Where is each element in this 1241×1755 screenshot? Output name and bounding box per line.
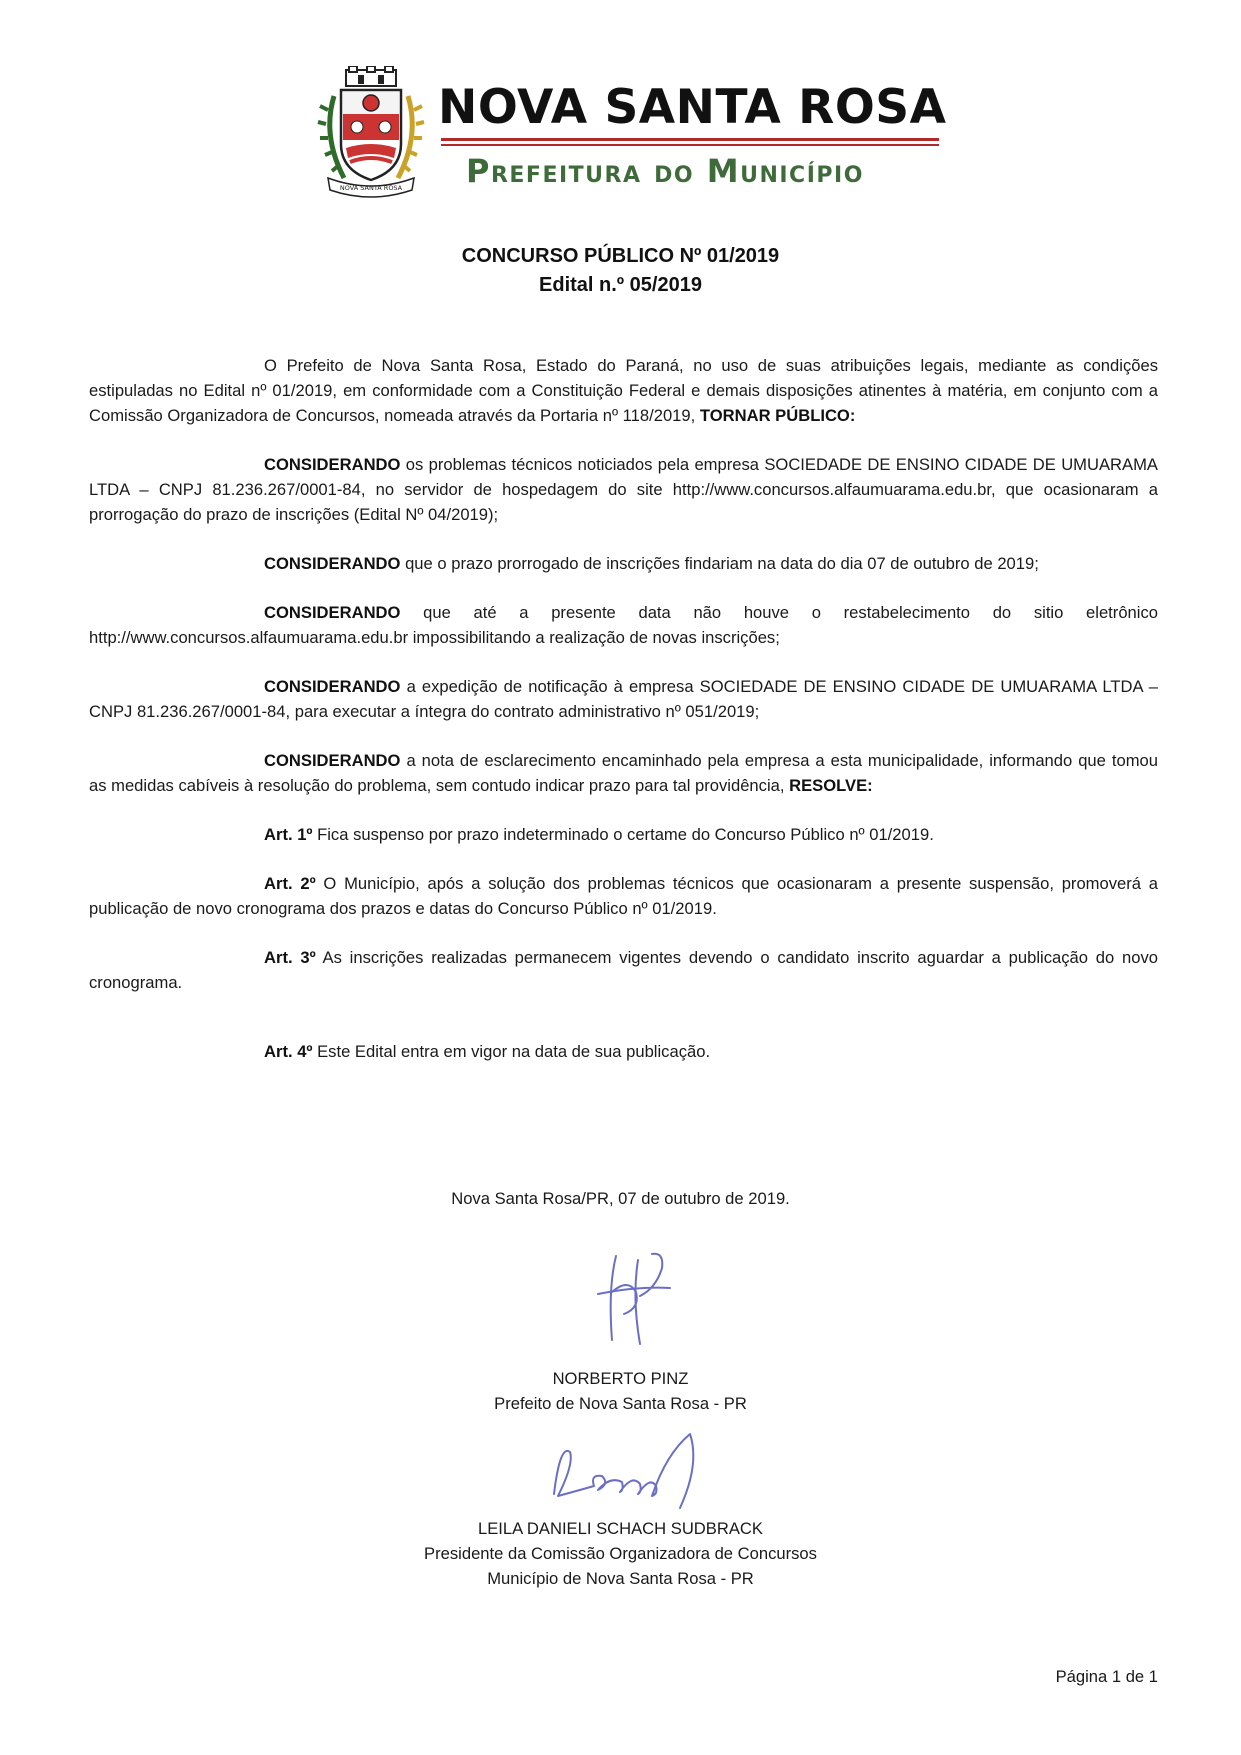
place-and-date: Nova Santa Rosa/PR, 07 de outubro de 2019. [451, 1189, 790, 1208]
signer-committee [0, 1516, 1241, 1591]
municipal-crest-icon [316, 66, 426, 202]
signer-committee-name: LEILA DANIELI SCHACH SUDBRACK [478, 1519, 763, 1538]
article-4: Art. 4º Este Edital entra em vigor na data de sua publicação. [264, 1042, 711, 1061]
considerando-4: CONSIDERANDO a expedição de notificação à empresa SOCIEDADE DE ENSINO CIDADE DE UMUARAMA LTDA – CNPJ 81.236.267/0001-84, para executar a íntegra do contrato administrativo nº 051/2019; [89, 677, 1158, 721]
letterhead [316, 66, 956, 206]
article-1: Art. 1º Fica suspenso por prazo indeterminado o certame do Concurso Público nº 01/2019. [264, 825, 934, 844]
prefecture-subtitle: Prefeitura do Município [466, 152, 864, 190]
signer-mayor-role: Prefeito de Nova Santa Rosa - PR [494, 1394, 747, 1413]
considerando-5: CONSIDERANDO a nota de esclarecimento encaminhado pela empresa a esta municipalidade, informando que tomou as medidas cabíveis à resolução do problema, sem contudo indicar prazo para tal providência, RESOLVE: [89, 751, 1158, 795]
contest-title: CONCURSO PÚBLICO Nº 01/2019 [461, 245, 780, 267]
committee-signature-icon [540, 1424, 710, 1514]
page-number: Página 1 de 1 [1055, 1667, 1158, 1686]
article-2: Art. 2º O Município, após a solução dos problemas técnicos que ocasionaram a presente suspensão, promoverá a publicação de novo cronograma dos prazos e datas do Concurso Público nº 01/2019. [89, 874, 1158, 918]
crest-ribbon-text: NOVA SANTA ROSA [339, 184, 403, 192]
article-3: Art. 3º As inscrições realizadas permanecem vigentes devendo o candidato inscrito aguardar a publicação do novo cronograma. [89, 948, 1158, 992]
mayor-signature-icon [578, 1248, 688, 1346]
intro-paragraph: O Prefeito de Nova Santa Rosa, Estado do Paraná, no uso de suas atribuições legais, mediante as condições estipuladas no Edital nº 01/2019, em conformidade com a Constituição Federal e demais disposições atinentes à matéria, em conjunto com a Comissão Organizadora de Concursos, nomeada através da Portaria nº 118/2019, TORNAR PÚBLICO: [89, 356, 1158, 425]
resolve: RESOLVE: [789, 776, 873, 795]
considerando-1: CONSIDERANDO os problemas técnicos noticiados pela empresa SOCIEDADE DE ENSINO CIDADE DE UMUARAMA LTDA – CNPJ 81.236.267/0001-84, no servidor de hospedagem do site http://www.concursos.alfaumuarama.edu.br, que ocasionaram a prorrogação do prazo de inscrições (Edital Nº 04/2019); [89, 455, 1158, 524]
signer-committee-role: Presidente da Comissão Organizadora de Concursos [424, 1544, 817, 1563]
tornar-publico: TORNAR PÚBLICO: [699, 406, 856, 425]
municipality-name: NOVA SANTA ROSA [438, 80, 947, 135]
header-rule [441, 138, 939, 141]
signer-mayor [0, 1366, 1241, 1416]
document-body [89, 353, 1158, 1088]
header-rule-secondary [441, 144, 939, 146]
signer-mayor-name: NORBERTO PINZ [552, 1369, 689, 1388]
signer-committee-org: Município de Nova Santa Rosa - PR [487, 1569, 754, 1588]
considerando-2: CONSIDERANDO que o prazo prorrogado de inscrições findariam na data do dia 07 de outubro de 2019; [264, 554, 1039, 573]
considerando-3: CONSIDERANDO que até a presente data não houve o restabelecimento do sitio eletrônico http://www.concursos.alfaumuarama.edu.br impossibilitando a realização de novas inscrições; [89, 603, 1158, 647]
document-titles [0, 242, 1241, 300]
edital-number: Edital n.º 05/2019 [539, 274, 702, 296]
